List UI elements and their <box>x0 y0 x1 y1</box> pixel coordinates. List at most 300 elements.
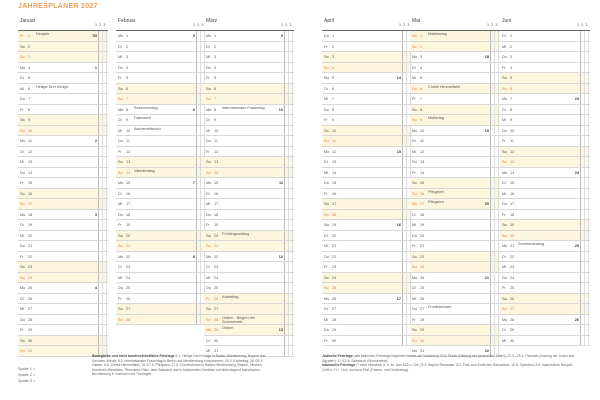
day-row[interactable] <box>204 336 294 347</box>
day-row[interactable] <box>204 252 294 263</box>
checkbox-columns[interactable] <box>580 157 590 167</box>
checkbox-columns[interactable] <box>580 273 590 283</box>
day-row[interactable] <box>322 31 412 42</box>
day-row[interactable] <box>116 147 206 158</box>
day-row[interactable] <box>18 168 108 179</box>
day-row[interactable] <box>500 241 590 252</box>
checkbox-columns[interactable] <box>580 315 590 325</box>
checkbox-columns[interactable] <box>98 168 108 178</box>
day-row[interactable] <box>410 189 500 200</box>
day-row[interactable] <box>18 31 108 42</box>
day-row[interactable] <box>500 252 590 263</box>
day-row[interactable] <box>18 94 108 105</box>
day-row[interactable] <box>410 157 500 168</box>
checkbox-columns[interactable] <box>580 105 590 115</box>
day-row[interactable] <box>204 168 294 179</box>
day-row[interactable] <box>410 115 500 126</box>
checkbox-columns[interactable] <box>98 84 108 94</box>
day-row[interactable] <box>322 210 412 221</box>
day-row[interactable] <box>322 199 412 210</box>
day-row[interactable] <box>322 178 412 189</box>
checkbox-columns[interactable] <box>284 252 294 262</box>
checkbox-columns[interactable] <box>284 210 294 220</box>
day-row[interactable] <box>116 262 206 273</box>
checkbox-columns[interactable] <box>284 63 294 73</box>
checkbox-columns[interactable] <box>98 189 108 199</box>
checkbox-columns[interactable] <box>490 231 500 241</box>
day-row[interactable] <box>116 273 206 284</box>
checkbox-columns[interactable] <box>284 168 294 178</box>
day-row[interactable] <box>410 273 500 284</box>
checkbox-columns[interactable] <box>284 31 294 41</box>
day-row[interactable] <box>500 336 590 347</box>
day-row[interactable] <box>322 115 412 126</box>
day-row[interactable] <box>500 147 590 158</box>
day-row[interactable] <box>116 294 206 305</box>
checkbox-columns[interactable] <box>98 157 108 167</box>
checkbox-columns[interactable] <box>98 52 108 62</box>
checkbox-columns[interactable] <box>284 283 294 293</box>
checkbox-columns[interactable] <box>98 105 108 115</box>
day-row[interactable] <box>410 126 500 137</box>
day-row[interactable] <box>500 136 590 147</box>
day-row[interactable] <box>322 42 412 53</box>
checkbox-columns[interactable] <box>284 262 294 272</box>
checkbox-columns[interactable] <box>490 84 500 94</box>
checkbox-columns[interactable] <box>284 42 294 52</box>
checkbox-columns[interactable] <box>284 325 294 335</box>
day-row[interactable] <box>322 336 412 347</box>
day-row[interactable] <box>410 84 500 95</box>
day-row[interactable] <box>500 189 590 200</box>
day-row[interactable] <box>322 283 412 294</box>
checkbox-columns[interactable] <box>490 42 500 52</box>
checkbox-columns[interactable] <box>98 199 108 209</box>
day-row[interactable] <box>204 147 294 158</box>
checkbox-columns[interactable] <box>490 304 500 314</box>
day-row[interactable] <box>500 126 590 137</box>
checkbox-columns[interactable] <box>580 63 590 73</box>
day-row[interactable] <box>116 73 206 84</box>
day-row[interactable] <box>500 178 590 189</box>
day-row[interactable] <box>410 147 500 158</box>
day-row[interactable] <box>322 105 412 116</box>
checkbox-columns[interactable] <box>284 136 294 146</box>
day-row[interactable] <box>322 189 412 200</box>
checkbox-columns[interactable] <box>98 73 108 83</box>
day-row[interactable] <box>410 178 500 189</box>
day-row[interactable] <box>410 315 500 326</box>
day-row[interactable] <box>204 157 294 168</box>
day-row[interactable] <box>322 52 412 63</box>
day-row[interactable] <box>116 210 206 221</box>
day-row[interactable] <box>204 63 294 74</box>
checkbox-columns[interactable] <box>580 94 590 104</box>
checkbox-columns[interactable] <box>284 336 294 346</box>
checkbox-columns[interactable] <box>284 199 294 209</box>
day-row[interactable] <box>500 231 590 242</box>
day-row[interactable] <box>18 157 108 168</box>
day-row[interactable] <box>18 273 108 284</box>
checkbox-columns[interactable] <box>98 220 108 230</box>
day-row[interactable] <box>116 315 206 326</box>
checkbox-columns[interactable] <box>490 262 500 272</box>
checkbox-columns[interactable] <box>284 273 294 283</box>
day-row[interactable] <box>500 73 590 84</box>
day-row[interactable] <box>116 252 206 263</box>
checkbox-columns[interactable] <box>490 52 500 62</box>
day-row[interactable] <box>410 199 500 210</box>
checkbox-columns[interactable] <box>580 84 590 94</box>
day-row[interactable] <box>500 84 590 95</box>
day-row[interactable] <box>18 105 108 116</box>
day-row[interactable] <box>116 115 206 126</box>
checkbox-columns[interactable] <box>98 126 108 136</box>
checkbox-columns[interactable] <box>284 315 294 325</box>
checkbox-columns[interactable] <box>580 31 590 41</box>
day-row[interactable] <box>322 241 412 252</box>
checkbox-columns[interactable] <box>490 252 500 262</box>
day-row[interactable] <box>410 262 500 273</box>
checkbox-columns[interactable] <box>490 31 500 41</box>
day-row[interactable] <box>322 94 412 105</box>
checkbox-columns[interactable] <box>490 178 500 188</box>
day-row[interactable] <box>204 31 294 42</box>
checkbox-columns[interactable] <box>284 105 294 115</box>
day-row[interactable] <box>116 199 206 210</box>
day-row[interactable] <box>116 231 206 242</box>
day-row[interactable] <box>410 42 500 53</box>
checkbox-columns[interactable] <box>284 73 294 83</box>
day-row[interactable] <box>410 325 500 336</box>
day-row[interactable] <box>322 63 412 74</box>
day-row[interactable] <box>410 336 500 347</box>
checkbox-columns[interactable] <box>490 220 500 230</box>
day-row[interactable] <box>500 63 590 74</box>
day-row[interactable] <box>500 220 590 231</box>
checkbox-columns[interactable] <box>98 336 108 346</box>
day-row[interactable] <box>204 231 294 242</box>
checkbox-columns[interactable] <box>98 42 108 52</box>
day-row[interactable] <box>116 84 206 95</box>
checkbox-columns[interactable] <box>580 336 590 346</box>
day-row[interactable] <box>116 136 206 147</box>
checkbox-columns[interactable] <box>98 325 108 335</box>
day-row[interactable] <box>204 315 294 326</box>
day-row[interactable] <box>500 294 590 305</box>
checkbox-columns[interactable] <box>98 147 108 157</box>
day-row[interactable] <box>18 189 108 200</box>
day-row[interactable] <box>18 325 108 336</box>
day-row[interactable] <box>116 220 206 231</box>
day-row[interactable] <box>116 42 206 53</box>
day-row[interactable] <box>204 210 294 221</box>
day-row[interactable] <box>204 294 294 305</box>
day-row[interactable] <box>18 42 108 53</box>
day-row[interactable] <box>500 42 590 53</box>
checkbox-columns[interactable] <box>580 241 590 251</box>
day-row[interactable] <box>18 84 108 95</box>
day-row[interactable] <box>18 210 108 221</box>
checkbox-columns[interactable] <box>284 115 294 125</box>
day-row[interactable] <box>322 252 412 263</box>
day-number: 5 <box>510 76 513 80</box>
checkbox-columns[interactable] <box>580 210 590 220</box>
day-row[interactable] <box>18 252 108 263</box>
day-row[interactable] <box>116 168 206 179</box>
day-row[interactable] <box>500 262 590 273</box>
day-row[interactable] <box>204 115 294 126</box>
checkbox-columns[interactable] <box>98 262 108 272</box>
checkbox-columns[interactable] <box>490 189 500 199</box>
day-row[interactable] <box>410 220 500 231</box>
day-row[interactable] <box>410 52 500 63</box>
checkbox-columns[interactable] <box>490 210 500 220</box>
day-row[interactable] <box>116 304 206 315</box>
day-row[interactable] <box>500 168 590 179</box>
day-row[interactable] <box>322 325 412 336</box>
day-row[interactable] <box>500 157 590 168</box>
day-row[interactable] <box>18 52 108 63</box>
day-row[interactable] <box>500 105 590 116</box>
checkbox-columns[interactable] <box>284 241 294 251</box>
checkbox-columns[interactable] <box>490 115 500 125</box>
checkbox-columns[interactable] <box>580 283 590 293</box>
day-row[interactable] <box>204 94 294 105</box>
day-row[interactable] <box>18 63 108 74</box>
day-row[interactable] <box>500 315 590 326</box>
checkbox-columns[interactable] <box>580 42 590 52</box>
checkbox-columns[interactable] <box>284 178 294 188</box>
day-row[interactable] <box>322 220 412 231</box>
day-row[interactable] <box>410 294 500 305</box>
checkbox-columns[interactable] <box>580 136 590 146</box>
day-row[interactable] <box>18 126 108 137</box>
checkbox-columns[interactable] <box>98 252 108 262</box>
day-row[interactable] <box>500 325 590 336</box>
checkbox-columns[interactable] <box>580 199 590 209</box>
day-row[interactable] <box>322 147 412 158</box>
checkbox-columns[interactable] <box>284 126 294 136</box>
checkbox-columns[interactable] <box>490 94 500 104</box>
day-row[interactable] <box>410 210 500 221</box>
checkbox-columns[interactable] <box>98 210 108 220</box>
day-row[interactable] <box>18 294 108 305</box>
checkbox-columns[interactable] <box>490 147 500 157</box>
checkbox-columns[interactable] <box>580 220 590 230</box>
day-row[interactable] <box>410 283 500 294</box>
checkbox-columns[interactable] <box>284 147 294 157</box>
day-row[interactable] <box>116 157 206 168</box>
day-row[interactable] <box>116 178 206 189</box>
day-row[interactable] <box>410 31 500 42</box>
checkbox-columns[interactable] <box>580 294 590 304</box>
checkbox-columns[interactable] <box>490 199 500 209</box>
day-row[interactable] <box>410 304 500 315</box>
day-row[interactable] <box>410 168 500 179</box>
day-row[interactable] <box>322 315 412 326</box>
day-row[interactable] <box>116 52 206 63</box>
checkbox-columns[interactable] <box>580 178 590 188</box>
day-row[interactable] <box>18 304 108 315</box>
day-row[interactable] <box>116 94 206 105</box>
checkbox-columns[interactable] <box>284 346 294 356</box>
day-row[interactable] <box>18 262 108 273</box>
day-row[interactable] <box>204 262 294 273</box>
day-row[interactable] <box>322 273 412 284</box>
day-row[interactable] <box>204 273 294 284</box>
checkbox-columns[interactable] <box>490 136 500 146</box>
day-row[interactable] <box>204 241 294 252</box>
day-row[interactable] <box>116 105 206 116</box>
checkbox-columns[interactable] <box>490 294 500 304</box>
day-row[interactable] <box>410 252 500 263</box>
day-row[interactable] <box>116 241 206 252</box>
day-row[interactable] <box>116 126 206 137</box>
checkbox-columns[interactable] <box>580 231 590 241</box>
day-row[interactable] <box>116 63 206 74</box>
day-row[interactable] <box>410 231 500 242</box>
checkbox-columns[interactable] <box>580 252 590 262</box>
checkbox-columns[interactable] <box>98 178 108 188</box>
day-row[interactable] <box>116 283 206 294</box>
day-row[interactable] <box>204 42 294 53</box>
checkbox-columns[interactable] <box>98 294 108 304</box>
day-row[interactable] <box>410 94 500 105</box>
day-row[interactable] <box>322 126 412 137</box>
checkbox-columns[interactable] <box>490 241 500 251</box>
checkbox-columns[interactable] <box>490 105 500 115</box>
day-row[interactable] <box>18 178 108 189</box>
day-row[interactable] <box>18 336 108 347</box>
day-row[interactable] <box>322 231 412 242</box>
day-row[interactable] <box>410 241 500 252</box>
checkbox-columns[interactable] <box>490 273 500 283</box>
checkbox-columns[interactable] <box>580 115 590 125</box>
day-row[interactable] <box>204 283 294 294</box>
day-row[interactable] <box>322 84 412 95</box>
checkbox-columns[interactable] <box>580 147 590 157</box>
day-row[interactable] <box>204 126 294 137</box>
checkbox-columns[interactable] <box>580 168 590 178</box>
day-row[interactable] <box>18 231 108 242</box>
day-row[interactable] <box>18 283 108 294</box>
day-row[interactable] <box>18 73 108 84</box>
checkbox-columns[interactable] <box>490 325 500 335</box>
checkbox-columns[interactable] <box>490 168 500 178</box>
day-row[interactable] <box>204 304 294 315</box>
day-row[interactable] <box>500 199 590 210</box>
day-row[interactable] <box>204 199 294 210</box>
day-row[interactable] <box>204 189 294 200</box>
day-row[interactable] <box>322 73 412 84</box>
day-row[interactable] <box>18 136 108 147</box>
checkbox-columns[interactable] <box>98 94 108 104</box>
checkbox-columns[interactable] <box>490 126 500 136</box>
checkbox-columns[interactable] <box>98 241 108 251</box>
checkbox-columns[interactable] <box>490 157 500 167</box>
checkbox-columns[interactable] <box>98 115 108 125</box>
day-row[interactable] <box>18 315 108 326</box>
day-row[interactable] <box>204 73 294 84</box>
checkbox-columns[interactable] <box>98 231 108 241</box>
day-row[interactable] <box>18 241 108 252</box>
day-row[interactable] <box>204 325 294 336</box>
checkbox-columns[interactable] <box>284 231 294 241</box>
day-row[interactable] <box>204 105 294 116</box>
day-row[interactable] <box>204 52 294 63</box>
day-row[interactable] <box>410 73 500 84</box>
day-row[interactable] <box>500 115 590 126</box>
checkbox-columns[interactable] <box>580 73 590 83</box>
day-row[interactable] <box>116 189 206 200</box>
checkbox-columns[interactable] <box>284 84 294 94</box>
checkbox-columns[interactable] <box>98 315 108 325</box>
checkbox-columns[interactable] <box>98 31 108 41</box>
day-row[interactable] <box>116 31 206 42</box>
checkbox-columns[interactable] <box>284 52 294 62</box>
checkbox-columns[interactable] <box>490 283 500 293</box>
day-row[interactable] <box>204 178 294 189</box>
checkbox-columns[interactable] <box>580 304 590 314</box>
day-row[interactable] <box>204 136 294 147</box>
checkbox-columns[interactable] <box>490 315 500 325</box>
day-row[interactable] <box>322 304 412 315</box>
day-row[interactable] <box>18 199 108 210</box>
checkbox-columns[interactable] <box>580 325 590 335</box>
day-row[interactable] <box>18 220 108 231</box>
day-row[interactable] <box>500 210 590 221</box>
checkbox-columns[interactable] <box>284 94 294 104</box>
checkbox-columns[interactable] <box>98 304 108 314</box>
day-row[interactable] <box>322 262 412 273</box>
day-row[interactable] <box>500 31 590 42</box>
checkbox-columns[interactable] <box>98 136 108 146</box>
checkbox-columns[interactable] <box>284 157 294 167</box>
checkbox-columns[interactable] <box>98 283 108 293</box>
day-row[interactable] <box>500 283 590 294</box>
checkbox-columns[interactable] <box>98 63 108 73</box>
day-row[interactable] <box>322 157 412 168</box>
day-row[interactable] <box>500 304 590 315</box>
day-row[interactable] <box>410 63 500 74</box>
checkbox-columns[interactable] <box>580 52 590 62</box>
checkbox-columns[interactable] <box>490 63 500 73</box>
checkbox-columns[interactable] <box>490 336 500 346</box>
checkbox-columns[interactable] <box>580 189 590 199</box>
day-row[interactable] <box>410 136 500 147</box>
checkbox-columns[interactable] <box>284 294 294 304</box>
day-row[interactable] <box>322 294 412 305</box>
checkbox-columns[interactable] <box>490 73 500 83</box>
day-row[interactable] <box>322 168 412 179</box>
checkbox-columns[interactable] <box>580 126 590 136</box>
day-row[interactable] <box>500 94 590 105</box>
checkbox-columns[interactable] <box>580 262 590 272</box>
day-row[interactable] <box>410 105 500 116</box>
checkbox-columns[interactable] <box>98 273 108 283</box>
day-row[interactable] <box>18 115 108 126</box>
checkbox-columns[interactable] <box>284 304 294 314</box>
day-row[interactable] <box>500 273 590 284</box>
checkbox-columns[interactable] <box>284 189 294 199</box>
checkbox-columns[interactable] <box>284 220 294 230</box>
day-row[interactable] <box>18 147 108 158</box>
day-row[interactable] <box>204 84 294 95</box>
day-row[interactable] <box>500 52 590 63</box>
day-row[interactable] <box>322 136 412 147</box>
day-row[interactable] <box>204 220 294 231</box>
